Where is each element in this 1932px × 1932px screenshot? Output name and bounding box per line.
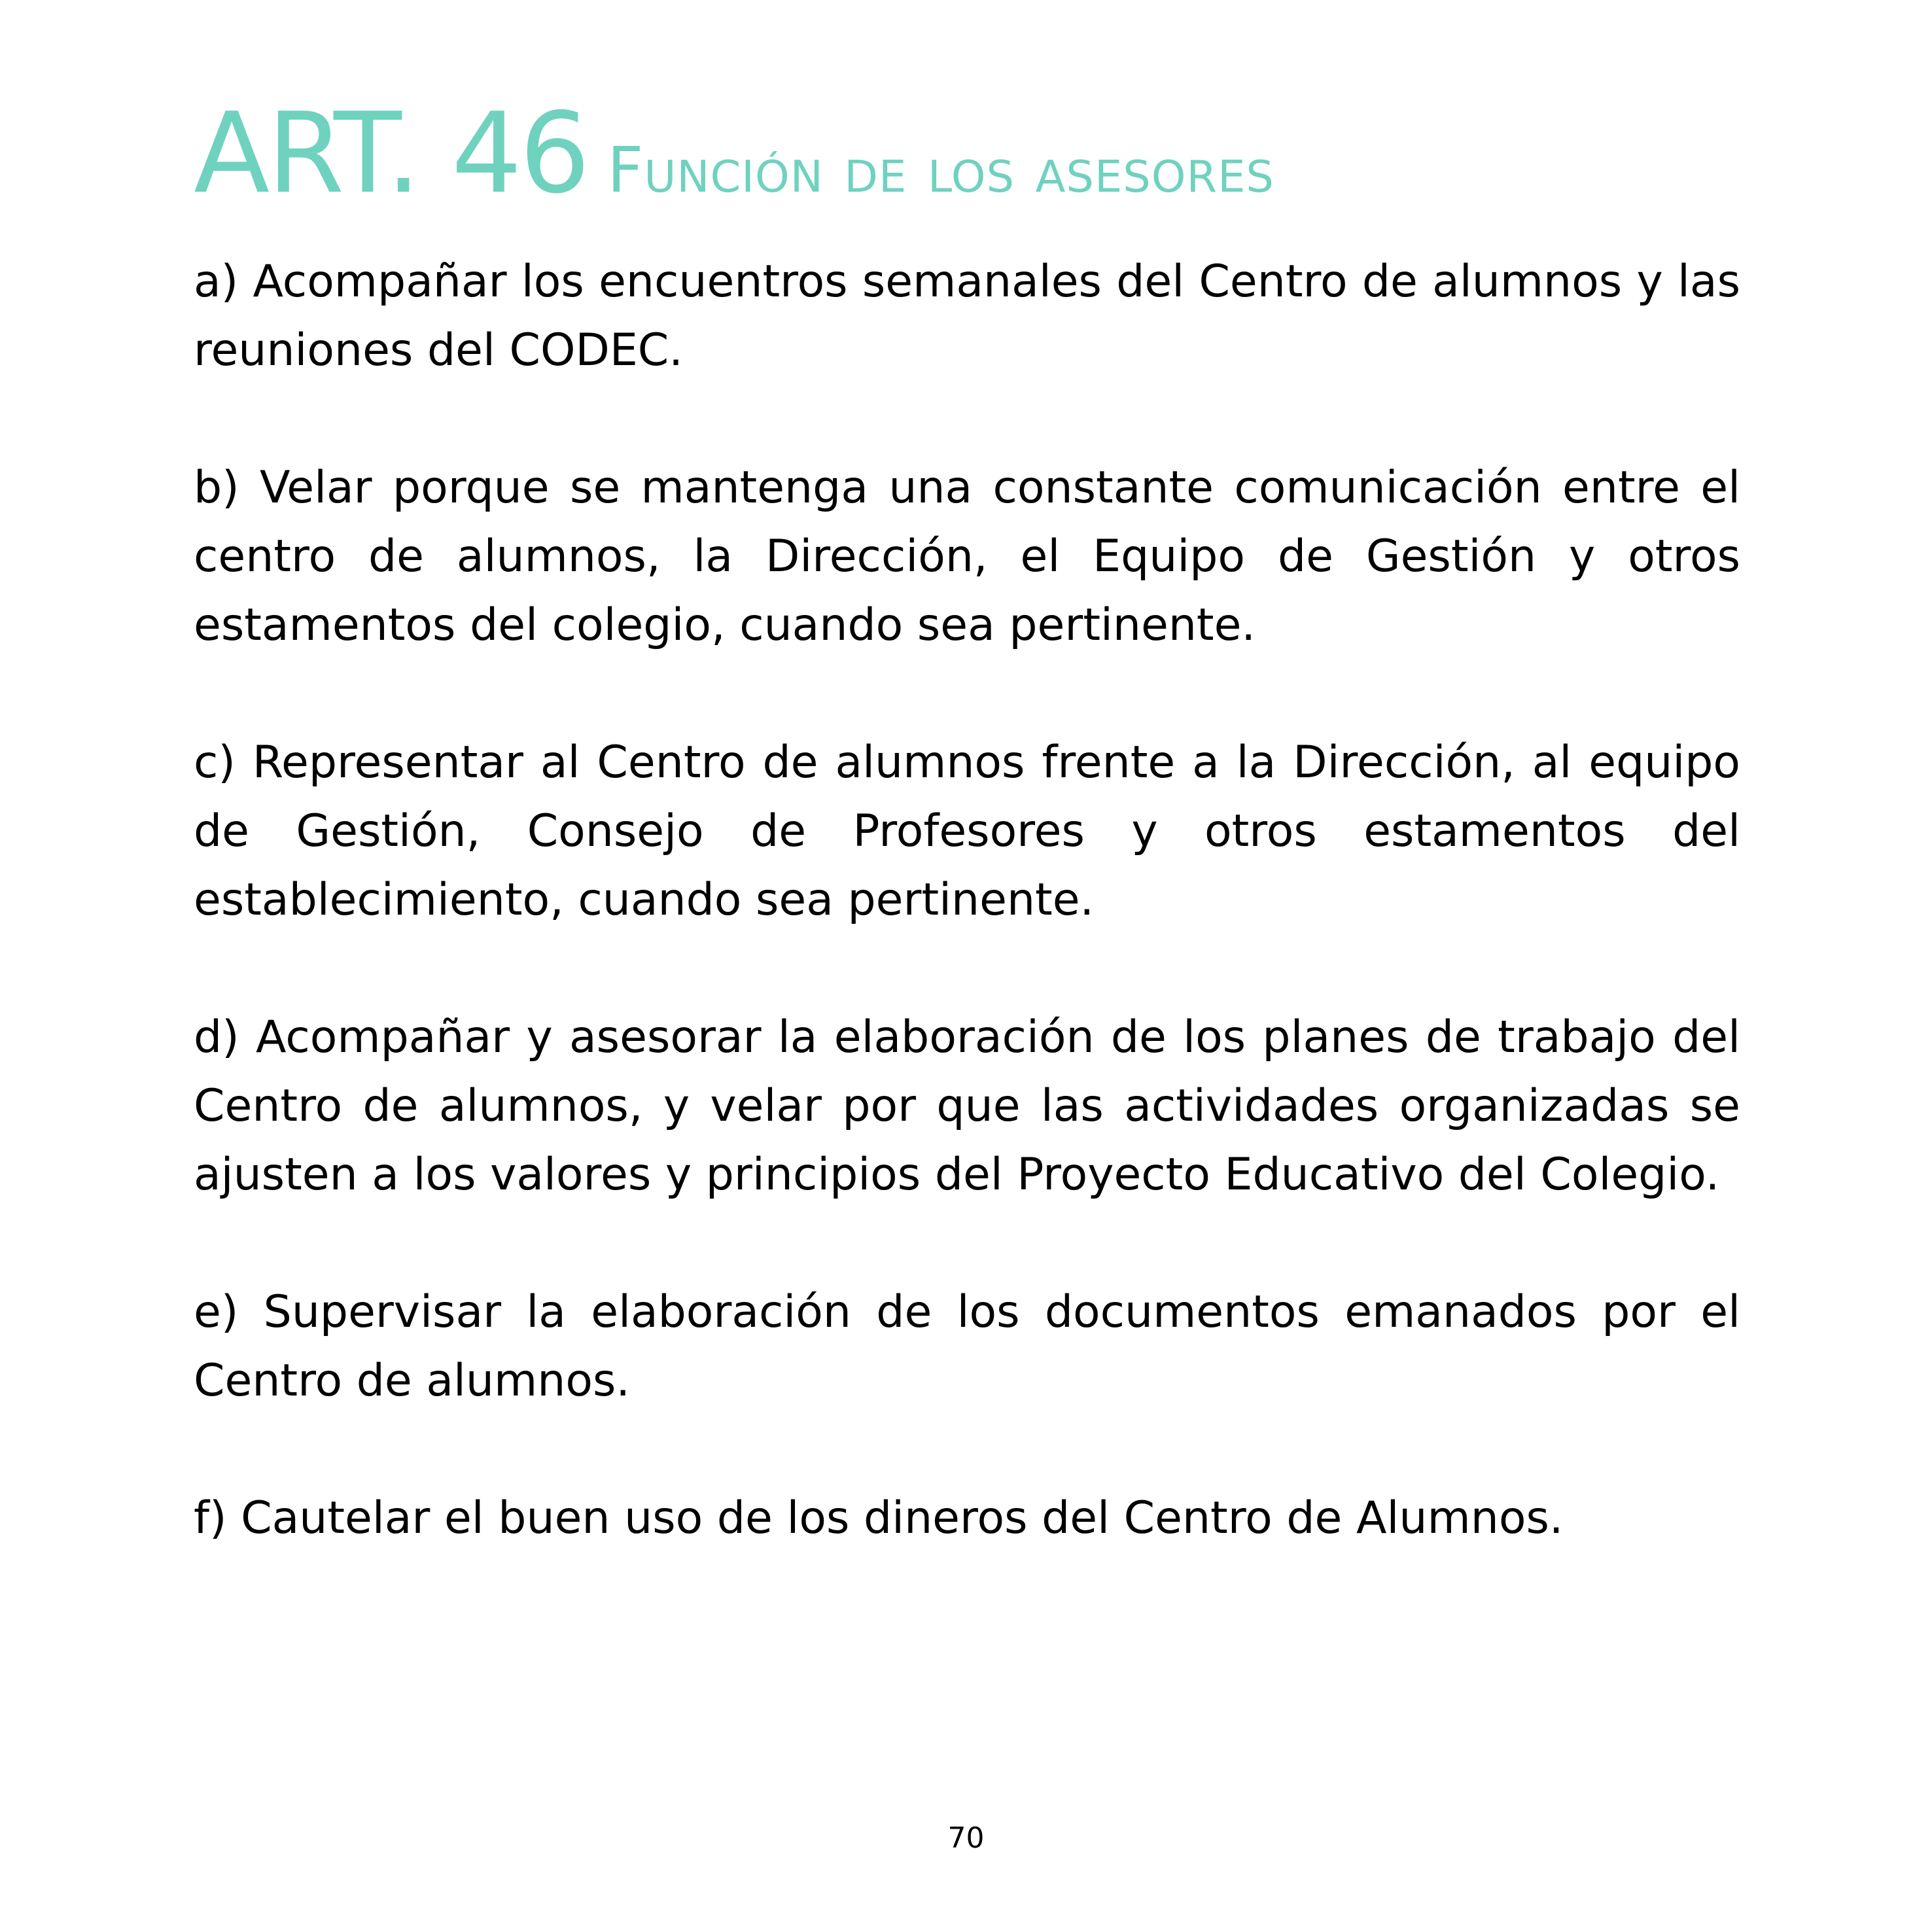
article-title: Función de los asesores [607,133,1274,207]
article-item-b: b) Velar porque se mantenga una constante comunicación entre el centro de alumnos, la Dirección, el Equipo de Gestión y otros estamentos del colegio, cuando sea pertinente. [194,462,1740,651]
article-item-a: a) Acompañar los encuentros semanales del Centro de alumnos y las reuniones del CODEC. [194,256,1740,376]
article-number: ART. 46 [194,89,588,219]
page-number: 70 [947,1821,985,1855]
article-item-e: e) Supervisar la elaboración de los documentos emanados por el Centro de alumnos. [194,1286,1740,1407]
article-item-f: f) Cautelar el buen uso de los dineros del Centro de Alumnos. [194,1492,1564,1544]
article-heading [194,89,1274,219]
article-item-c: c) Representar al Centro de alumnos frente a la Dirección, al equipo de Gestión, Consejo de Profesores y otros estamentos del establecimiento, cuando sea pertinente. [194,737,1740,926]
article-items-list [194,247,1740,1621]
article-item-d: d) Acompañar y asesorar la elaboración de los planes de trabajo del Centro de alumnos, y velar por que las actividades organizadas se ajusten a los valores y principios del Proyecto Educativo del Colegio. [194,1011,1740,1201]
